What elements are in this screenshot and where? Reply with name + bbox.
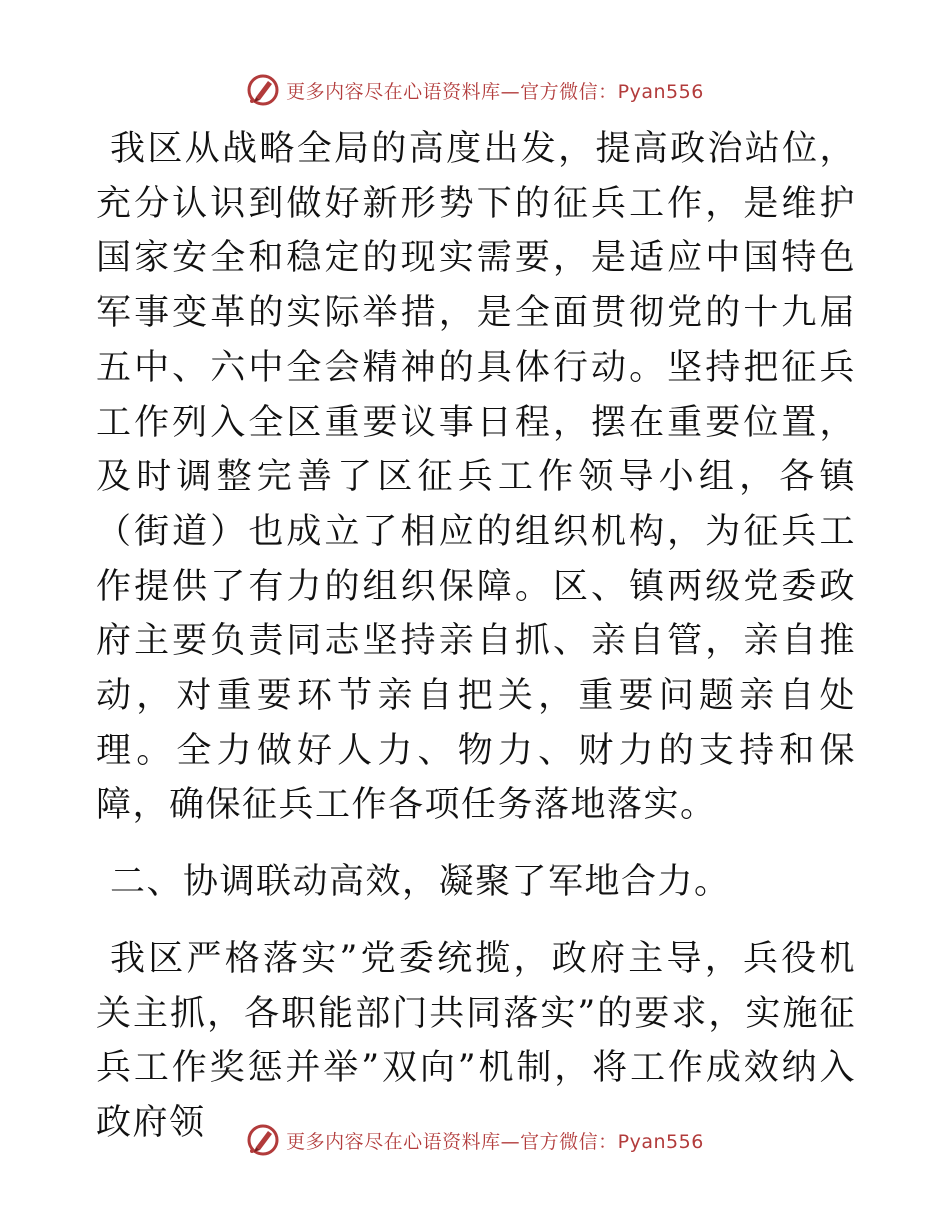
document-body (96, 122, 856, 1151)
page-header (0, 70, 950, 110)
pen-circle-logo-icon (246, 1123, 280, 1157)
page-footer (0, 1120, 950, 1160)
footer-text: 更多内容尽在心语资料库—官方微信：Pyan556 (286, 1130, 704, 1153)
section-heading: 二、协调联动高效，凝聚了军地合力。 (110, 862, 731, 903)
pen-circle-logo-icon (246, 73, 280, 107)
body-paragraph: 我区从战略全局的高度出发，提高政治站位，充分认识到做好新形势下的征兵工作，是维护国家安全和稳定的现实需要，是适应中国特色军事变革的实际举措，是全面贯彻党的十九届五中、六中全会精神的具体行动。坚持把征兵工作列入全区重要议事日程，摆在重要位置，及时调整完善了区征兵工作领导小组，各镇（街道）也成立了相应的组织机构，为征兵工作提供了有力的组织保障。区、镇两级党委政府主要负责同志坚持亲自抓、亲自管，亲自推动，对重要环节亲自把关，重要问题亲自处理。全力做好人力、物力、财力的支持和保障，确保征兵工作各项任务落地落实。 (96, 129, 856, 826)
body-paragraph: 我区严格落实”党委统揽，政府主导，兵役机关主抓，各职能部门共同落实”的要求，实施征兵工作奖惩并举”双向”机制，将工作成效纳入政府领 (96, 938, 856, 1143)
header-text: 更多内容尽在心语资料库—官方微信：Pyan556 (286, 80, 704, 103)
